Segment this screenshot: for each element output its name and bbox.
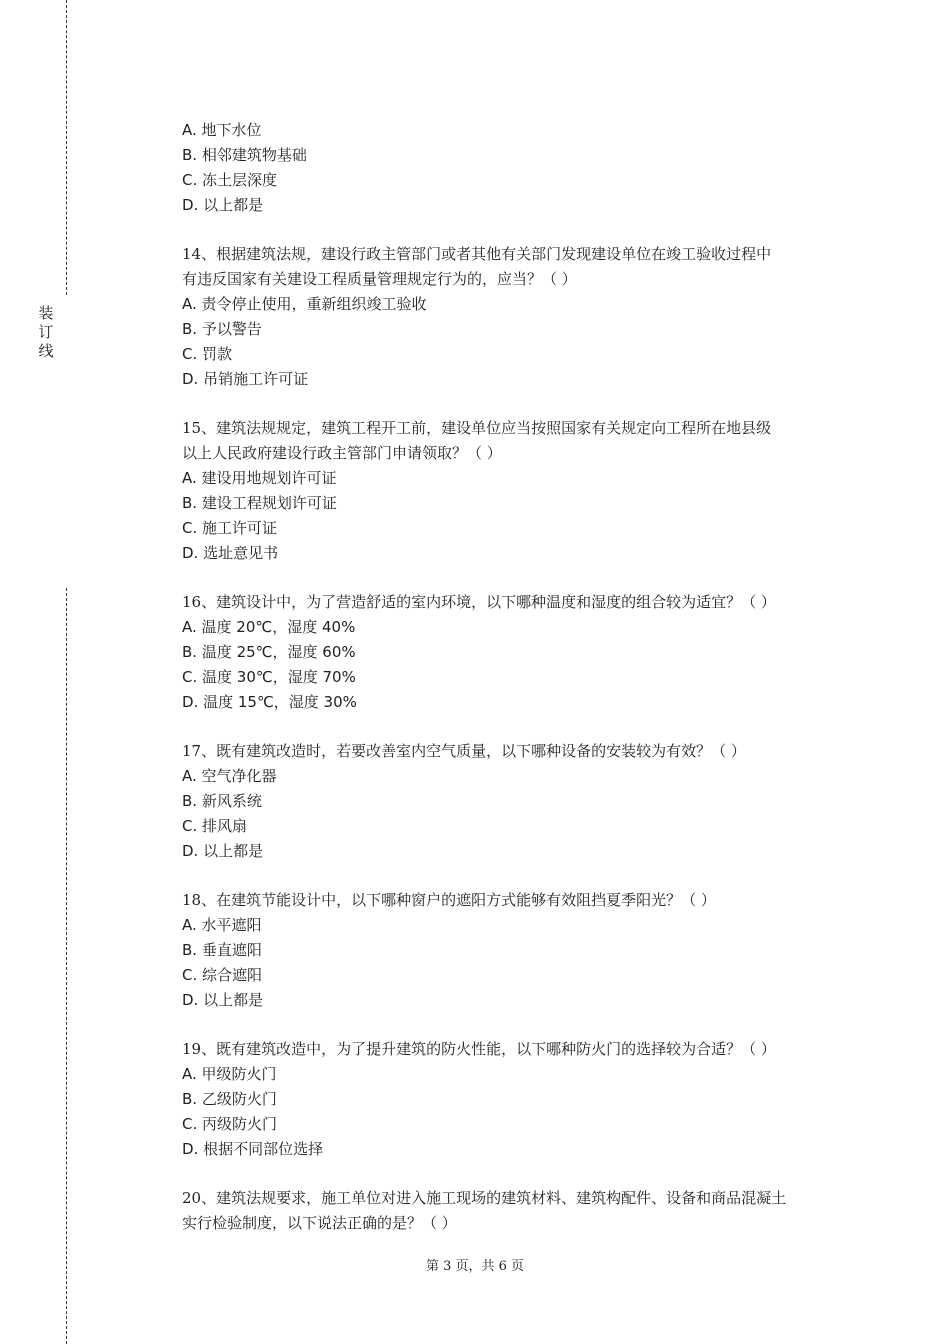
binding-label: 装 订 线 xyxy=(38,304,54,360)
partial-question-options xyxy=(182,118,842,218)
question-20 xyxy=(182,1186,842,1236)
question-text-line: 实行检验制度，以下说法正确的是？（ ） xyxy=(182,1214,457,1232)
option-d: D. 以上都是 xyxy=(182,991,264,1009)
question-16 xyxy=(182,590,842,715)
option-a: A. 水平遮阳 xyxy=(182,916,262,934)
question-text-line: 15、建筑法规规定，建筑工程开工前，建设单位应当按照国家有关规定向工程所在地县级 xyxy=(182,419,772,437)
option-b: B. 予以警告 xyxy=(182,320,262,338)
option-d: D. 选址意见书 xyxy=(182,544,279,562)
binding-line-top xyxy=(66,0,67,295)
question-18 xyxy=(182,888,842,1013)
question-text-line: 16、建筑设计中，为了营造舒适的室内环境，以下哪种温度和湿度的组合较为适宜？（ ） xyxy=(182,593,776,611)
option-d: D. 根据不同部位选择 xyxy=(182,1140,324,1158)
question-text-line: 14、根据建筑法规，建设行政主管部门或者其他有关部门发现建设单位在竣工验收过程中 xyxy=(182,245,772,263)
binding-line-bottom xyxy=(66,588,67,1344)
option-d: D. 温度 15℃，湿度 30% xyxy=(182,693,357,711)
question-17 xyxy=(182,739,842,864)
option-c: C. 丙级防火门 xyxy=(182,1115,278,1133)
question-text-line: 20、建筑法规要求，施工单位对进入施工现场的建筑材料、建筑构配件、设备和商品混凝土 xyxy=(182,1189,787,1207)
question-14 xyxy=(182,242,842,392)
option-c: C. 罚款 xyxy=(182,345,233,363)
option-b: B. 新风系统 xyxy=(182,792,262,810)
option-b: B. 温度 25℃，湿度 60% xyxy=(182,643,356,661)
option-d: D. 以上都是 xyxy=(182,196,264,214)
question-text-line: 以上人民政府建设行政主管部门申请领取？（ ） xyxy=(182,444,502,462)
page-footer: 第 3 页，共 6 页 xyxy=(425,1259,525,1274)
question-text-line: 17、既有建筑改造时，若要改善室内空气质量，以下哪种设备的安装较为有效？（ ） xyxy=(182,742,746,760)
question-content xyxy=(182,118,842,1236)
option-c: C. 冻土层深度 xyxy=(182,171,278,189)
option-c: C. 综合遮阳 xyxy=(182,966,263,984)
option-d: D. 吊销施工许可证 xyxy=(182,370,309,388)
option-a: A. 甲级防火门 xyxy=(182,1065,277,1083)
question-text-line: 19、既有建筑改造中，为了提升建筑的防火性能，以下哪种防火门的选择较为合适？（ ） xyxy=(182,1040,776,1058)
question-15 xyxy=(182,416,842,566)
question-19 xyxy=(182,1037,842,1162)
option-b: B. 垂直遮阳 xyxy=(182,941,262,959)
option-b: B. 相邻建筑物基础 xyxy=(182,146,307,164)
question-text-line: 有违反国家有关建设工程质量管理规定行为的，应当？（ ） xyxy=(182,270,577,288)
option-d: D. 以上都是 xyxy=(182,842,264,860)
option-c: C. 温度 30℃，湿度 70% xyxy=(182,668,356,686)
option-a: A. 空气净化器 xyxy=(182,767,277,785)
option-c: C. 施工许可证 xyxy=(182,519,278,537)
option-c: C. 排风扇 xyxy=(182,817,248,835)
option-a: A. 地下水位 xyxy=(182,121,262,139)
option-a: A. 建设用地规划许可证 xyxy=(182,469,337,487)
option-b: B. 乙级防火门 xyxy=(182,1090,277,1108)
question-text-line: 18、在建筑节能设计中，以下哪种窗户的遮阳方式能够有效阻挡夏季阳光？（ ） xyxy=(182,891,716,909)
option-a: A. 责令停止使用，重新组织竣工验收 xyxy=(182,295,427,313)
option-b: B. 建设工程规划许可证 xyxy=(182,494,337,512)
option-a: A. 温度 20℃，湿度 40% xyxy=(182,618,356,636)
